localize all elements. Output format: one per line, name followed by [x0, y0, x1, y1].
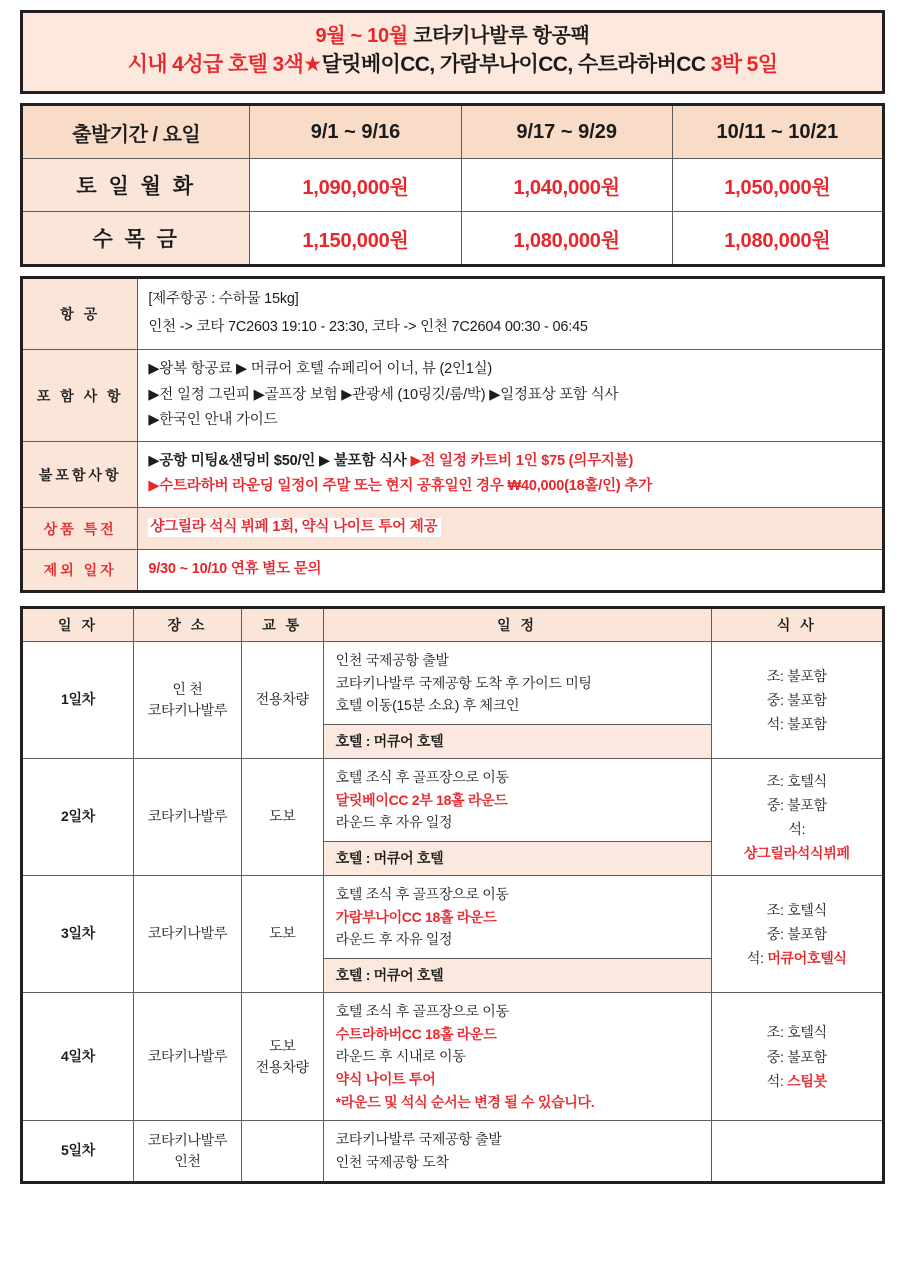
- meal-line: 중: 불포함: [766, 1048, 827, 1065]
- title-cell: [22, 12, 884, 93]
- place-line: 코타키나발루: [147, 1131, 228, 1148]
- title-golf-courses: 달릿베이CC, 가람부나이CC, 수트라하버CC: [321, 53, 706, 77]
- details-body-excluded-dates: [138, 549, 884, 591]
- schedule-line: 라운드 후 자유 일정: [335, 931, 453, 948]
- itinerary-cell-day: 3일차: [22, 875, 134, 992]
- schedule-line: 가람부나이CC 18홀 라운드: [335, 908, 497, 925]
- details-row-airline: [22, 278, 884, 350]
- itinerary-cell-place: [134, 875, 242, 992]
- title-destination: 코타키나발루 항공팩: [407, 25, 590, 47]
- schedule-line: *라운드 및 석식 순서는 변경 될 수 있습니다.: [335, 1093, 595, 1110]
- meal-line: 중: 불포함: [766, 796, 827, 813]
- itinerary-cell-day: 5일차: [22, 1121, 134, 1182]
- details-row-included: [22, 350, 884, 442]
- itinerary-body: [22, 641, 884, 1182]
- itinerary-row: [22, 641, 884, 758]
- meal-line: 조: 불포함: [766, 667, 827, 684]
- itinerary-cell-day: 1일차: [22, 641, 134, 758]
- details-row-excluded-dates: [22, 549, 884, 591]
- itinerary-cell-meals: [711, 992, 883, 1120]
- meal-label: 석:: [746, 949, 768, 966]
- price-weekend-period-3: 1,050,000원: [672, 159, 883, 212]
- price-weekday-period-2: 1,080,000원: [461, 212, 672, 266]
- place-line: 코타키나발루: [147, 925, 228, 942]
- schedule-line: 달릿베이CC 2부 18홀 라운드: [335, 791, 508, 808]
- title-hotel-grade: 시내 4성급 호텔 3색★: [127, 53, 322, 77]
- price-row-weekend: [22, 159, 884, 212]
- benefits-value: 샹그릴라 석식 뷔페 1회, 약식 나이트 투어 제공: [148, 518, 441, 537]
- title-line-1: [29, 22, 876, 50]
- schedule-line: 라운드 후 시내로 이동: [335, 1048, 466, 1065]
- title-line-2: [29, 50, 876, 80]
- details-body-benefits: [138, 508, 884, 549]
- included-airfare: ▶왕복 항공료: [148, 361, 237, 378]
- included-line-2: [148, 383, 872, 408]
- details-row-benefits: [22, 508, 884, 549]
- itinerary-row: [22, 758, 884, 875]
- details-label-included: 포 함 사 항: [22, 350, 138, 442]
- itinerary-table: [20, 606, 885, 1184]
- excluded-meeting-fee: ▶공항 미팅&샌딩비 $50/인: [148, 452, 319, 469]
- itinerary-header-row: [22, 607, 884, 641]
- price-row-label-weekday: 수 목 금: [22, 212, 250, 266]
- meal-line: 석: 불포함: [766, 715, 827, 732]
- meal-line: 샹그릴라석식뷔페: [743, 844, 850, 861]
- itinerary-header-transport: 교 통: [241, 607, 323, 641]
- schedule-hotel: 호텔 : 머큐어 호텔: [324, 841, 711, 875]
- place-line: 코타키나발루: [147, 701, 228, 718]
- price-row-label-weekend: 토 일 월 화: [22, 159, 250, 212]
- included-hotel: ▶ 머큐어 호텔 슈페리어 이너, 뷰 (2인1실): [236, 361, 493, 378]
- meal-line: 중: 불포함: [766, 691, 827, 708]
- details-label-airline: 항 공: [22, 278, 138, 350]
- included-line-1: [148, 357, 872, 382]
- schedule-line: 인천 국제공항 출발: [335, 651, 449, 668]
- itinerary-cell-transport: [241, 1121, 323, 1182]
- excluded-line-2: ▶수트라하버 라운딩 일정이 주말 또는 현지 공휴일인 경우 ₩40,000(18홀/인) 추가: [148, 478, 653, 495]
- itinerary-row: [22, 992, 884, 1120]
- price-weekend-period-1: 1,090,000원: [250, 159, 461, 212]
- itinerary-cell-transport: [241, 992, 323, 1120]
- price-table-header-row: [22, 105, 884, 159]
- included-greenfee: ▶전 일정 그린피: [148, 386, 254, 403]
- price-header-period-2: 9/17 ~ 9/29: [461, 105, 672, 159]
- transport-line: 도보: [269, 1037, 296, 1054]
- meal-line: 석:: [788, 820, 806, 837]
- meal-label: 석:: [766, 1072, 788, 1089]
- itinerary-cell-place: [134, 758, 242, 875]
- place-line: 인천: [174, 1152, 201, 1169]
- details-body-included: [138, 350, 884, 442]
- schedule-line: 인천 국제공항 도착: [335, 1153, 449, 1170]
- price-header-label: 출발기간 / 요일: [22, 105, 250, 159]
- meal-line: [714, 1069, 880, 1093]
- place-line: 코타키나발루: [147, 1048, 228, 1065]
- transport-line: 전용차량: [255, 691, 309, 708]
- schedule-line: 호텔 조식 후 골프장으로 이동: [335, 885, 509, 902]
- details-table: [20, 276, 885, 593]
- airline-flight-line: 인천 -> 코타 7C2603 19:10 - 23:30, 코타 -> 인천 7C2604 00:30 - 06:45: [148, 318, 588, 335]
- schedule-line: 코타키나발루 국제공항 도착 후 가이드 미팅: [335, 674, 592, 691]
- schedule-line: 호텔 이동(15분 소요) 후 체크인: [335, 697, 520, 714]
- itinerary-header-meals: 식 사: [711, 607, 883, 641]
- included-golf-insurance: ▶골프장 보험: [253, 386, 342, 403]
- schedule-line: 약식 나이트 투어: [335, 1070, 436, 1087]
- itinerary-cell-meals: [711, 875, 883, 992]
- schedule-main: [324, 993, 711, 1120]
- itinerary-cell-place: [134, 992, 242, 1120]
- price-weekday-period-1: 1,150,000원: [250, 212, 461, 266]
- details-row-excluded: [22, 441, 884, 507]
- itinerary-cell-meals: [711, 641, 883, 758]
- details-label-excluded: 불포함사항: [22, 441, 138, 507]
- price-weekend-period-2: 1,040,000원: [461, 159, 672, 212]
- itinerary-cell-schedule: [323, 1121, 711, 1182]
- schedule-line: 호텔 조식 후 골프장으로 이동: [335, 1002, 509, 1019]
- meal-line: 조: 호텔식: [766, 772, 827, 789]
- meal-value: 스팀봇: [787, 1072, 827, 1089]
- schedule-main: [324, 876, 711, 959]
- title-period: 9월 ~ 10월: [315, 25, 408, 47]
- meal-line: [714, 946, 880, 970]
- schedule-line: 호텔 조식 후 골프장으로 이동: [335, 768, 509, 785]
- schedule-line: 코타키나발루 국제공항 출발: [335, 1131, 502, 1148]
- excluded-meals: ▶ 불포함 식사: [318, 452, 411, 469]
- itinerary-cell-schedule: [323, 992, 711, 1120]
- price-header-period-3: 10/11 ~ 10/21: [672, 105, 883, 159]
- itinerary-cell-schedule: [323, 875, 711, 992]
- excluded-line-1: [148, 449, 872, 474]
- included-tourism-tax: ▶관광세 (10링깃/룸/박): [341, 386, 490, 403]
- itinerary-row: [22, 875, 884, 992]
- airline-baggage-line: [제주항공 : 수하물 15kg]: [148, 291, 299, 308]
- itinerary-row: [22, 1121, 884, 1182]
- meal-line: 조: 호텔식: [766, 1024, 827, 1041]
- excluded-dates-value: 9/30 ~ 10/10 연휴 별도 문의: [148, 560, 322, 577]
- price-table: [20, 103, 885, 267]
- itinerary-header-day: 일 자: [22, 607, 134, 641]
- benefits-line: [148, 515, 872, 540]
- schedule-hotel: 호텔 : 머큐어 호텔: [324, 724, 711, 758]
- itinerary-cell-day: 4일차: [22, 992, 134, 1120]
- schedule-line: 라운드 후 자유 일정: [335, 814, 453, 831]
- transport-line: 전용차량: [255, 1058, 309, 1075]
- schedule-main: [324, 1121, 711, 1180]
- itinerary-cell-day: 2일차: [22, 758, 134, 875]
- itinerary-header-schedule: 일 정: [323, 607, 711, 641]
- details-body-airline: [138, 278, 884, 350]
- place-line: 인 천: [172, 680, 203, 697]
- itinerary-cell-place: [134, 1121, 242, 1182]
- schedule-main: [324, 759, 711, 842]
- title-banner: [20, 10, 885, 94]
- transport-line: 도보: [269, 808, 296, 825]
- meal-line: 조: 호텔식: [766, 901, 827, 918]
- included-line-3: ▶한국인 안내 가이드: [148, 411, 278, 428]
- details-label-excluded-dates: 제외 일자: [22, 549, 138, 591]
- price-header-period-1: 9/1 ~ 9/16: [250, 105, 461, 159]
- price-weekday-period-3: 1,080,000원: [672, 212, 883, 266]
- included-meals: ▶일정표상 포함 식사: [489, 386, 619, 403]
- title-duration: 3박 5일: [705, 53, 778, 77]
- itinerary-cell-transport: [241, 875, 323, 992]
- details-label-benefits: 상품 특전: [22, 508, 138, 549]
- itinerary-cell-meals: [711, 1121, 883, 1182]
- place-line: 코타키나발루: [147, 808, 228, 825]
- itinerary-cell-transport: [241, 758, 323, 875]
- price-row-weekday: [22, 212, 884, 266]
- itinerary-cell-place: [134, 641, 242, 758]
- meal-value: 머큐어호텔식: [767, 949, 847, 966]
- meal-line: 중: 불포함: [766, 925, 827, 942]
- itinerary-cell-schedule: [323, 641, 711, 758]
- itinerary-cell-meals: [711, 758, 883, 875]
- itinerary-cell-schedule: [323, 758, 711, 875]
- schedule-hotel: 호텔 : 머큐어 호텔: [324, 958, 711, 992]
- schedule-line: 수트라하버CC 18홀 라운드: [335, 1025, 497, 1042]
- excluded-cart-fee: ▶전 일정 카트비 1인 $75 (의무지불): [410, 452, 634, 469]
- schedule-main: [324, 642, 711, 725]
- details-body-excluded: [138, 441, 884, 507]
- transport-line: 도보: [269, 925, 296, 942]
- itinerary-cell-transport: [241, 641, 323, 758]
- itinerary-header-place: 장 소: [134, 607, 242, 641]
